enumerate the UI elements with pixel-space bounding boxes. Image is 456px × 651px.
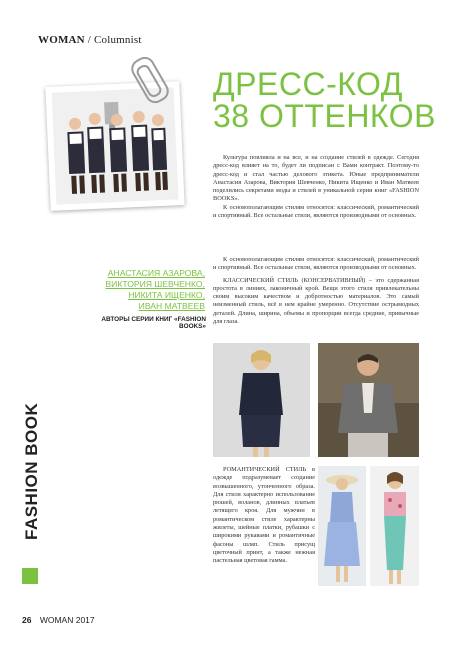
- author-name-3[interactable]: НИКИТА ИЩЕНКО,: [128, 290, 205, 300]
- author-name-1[interactable]: АНАСТАСИЯ АЗАРОВА,: [107, 268, 205, 278]
- classic-man-illustration: [318, 343, 419, 457]
- title-line-2: 38 ОТТЕНКОВ: [213, 98, 436, 134]
- intro-paragraph-1: Культура повлияла и на все, и на создание стилей в одежде. Сегодня дресс-код влияет на то, будет ли подписан с Вами контракт. Поэтому-то дресс-код и стал частью делового этикета. Юные предприниматели Анастасия Азарова, Виктория Шевченко, Никита Ищенко и Иван Матвеев поделились секретами моды и стилей в уникальной серии книг «FASHION BOOKS».: [213, 154, 419, 203]
- author-name-4[interactable]: ИВАН МАТВЕЕВ: [138, 301, 205, 311]
- authors-illustration: [52, 87, 179, 204]
- intro-paragraph-2: К основополагающим стилям относятся: классический, романтический и спортивный. Все остальные стили, являются производными от основных.: [213, 203, 419, 220]
- section-vertical-label: FASHION BOOK: [22, 402, 41, 540]
- article-title: [213, 68, 436, 132]
- classic-woman-photo: [213, 343, 310, 457]
- authors-photo: [45, 81, 184, 211]
- styles-text: [213, 256, 419, 326]
- authors-caption: АВТОРЫ СЕРИИ КНИГ «FASHION BOOKS»: [101, 316, 206, 330]
- classic-woman-illustration: [213, 343, 310, 457]
- author-name-2[interactable]: ВИКТОРИЯ ШЕВЧЕНКО,: [105, 279, 205, 289]
- romantic-woman-photo-2: [370, 466, 419, 586]
- title-line-1: ДРЕСС-КОД: [213, 66, 403, 102]
- issue-label: WOMAN 2017: [39, 615, 95, 625]
- page-footer: [22, 615, 95, 625]
- intro-text: [213, 154, 419, 220]
- romantic-woman-illustration-2: [370, 466, 419, 586]
- styles-paragraph-1: К основополагающим стилям относятся: классический, романтический и спортивный. Все остальные стили, являются производными от основных.: [213, 256, 419, 272]
- classic-man-photo: [318, 343, 419, 457]
- running-header: [38, 34, 142, 46]
- header-brand: WOMAN: [38, 34, 85, 46]
- accent-square: [22, 568, 38, 584]
- romantic-woman-illustration-1: [318, 466, 366, 586]
- page-number: 26: [22, 615, 32, 625]
- romantic-text: [213, 466, 315, 566]
- authors-photo-image: [52, 87, 179, 204]
- styles-paragraph-2: КЛАССИЧЕСКИЙ СТИЛЬ (КОНСЕРВАТИВНЫЙ) – это сдержанная простота в линиях, лаконичный крой. Вещи этого стиля привлекательны своим высоким качеством и добротностью материалов. Это самый неизменный стиль, всё в нем крайне умеренно. Отсутствие острымодных деталей. Длина, ширина, объемы и пропорции всегда средние, привычные для глаза.: [213, 276, 419, 326]
- romantic-paragraph: РОМАНТИЧЕСКИЙ СТИЛЬ в одежде подразумевает создание возвышенного, утонченного образа. Для стиля характерно использование рюшей, воланов, длинных платьев летящего кроя. Для мужчин в романтическом стиле характерны жилеты, шейные платки, рубашки с широкими рукавами и романтичные фасоны шляп. Стиль присущ цветочный принт, а также нежная пастельная цветовая гамма.: [213, 466, 315, 565]
- header-section: / Columnist: [87, 34, 142, 46]
- romantic-woman-photo-1: [318, 466, 366, 586]
- authors-names: [95, 268, 205, 312]
